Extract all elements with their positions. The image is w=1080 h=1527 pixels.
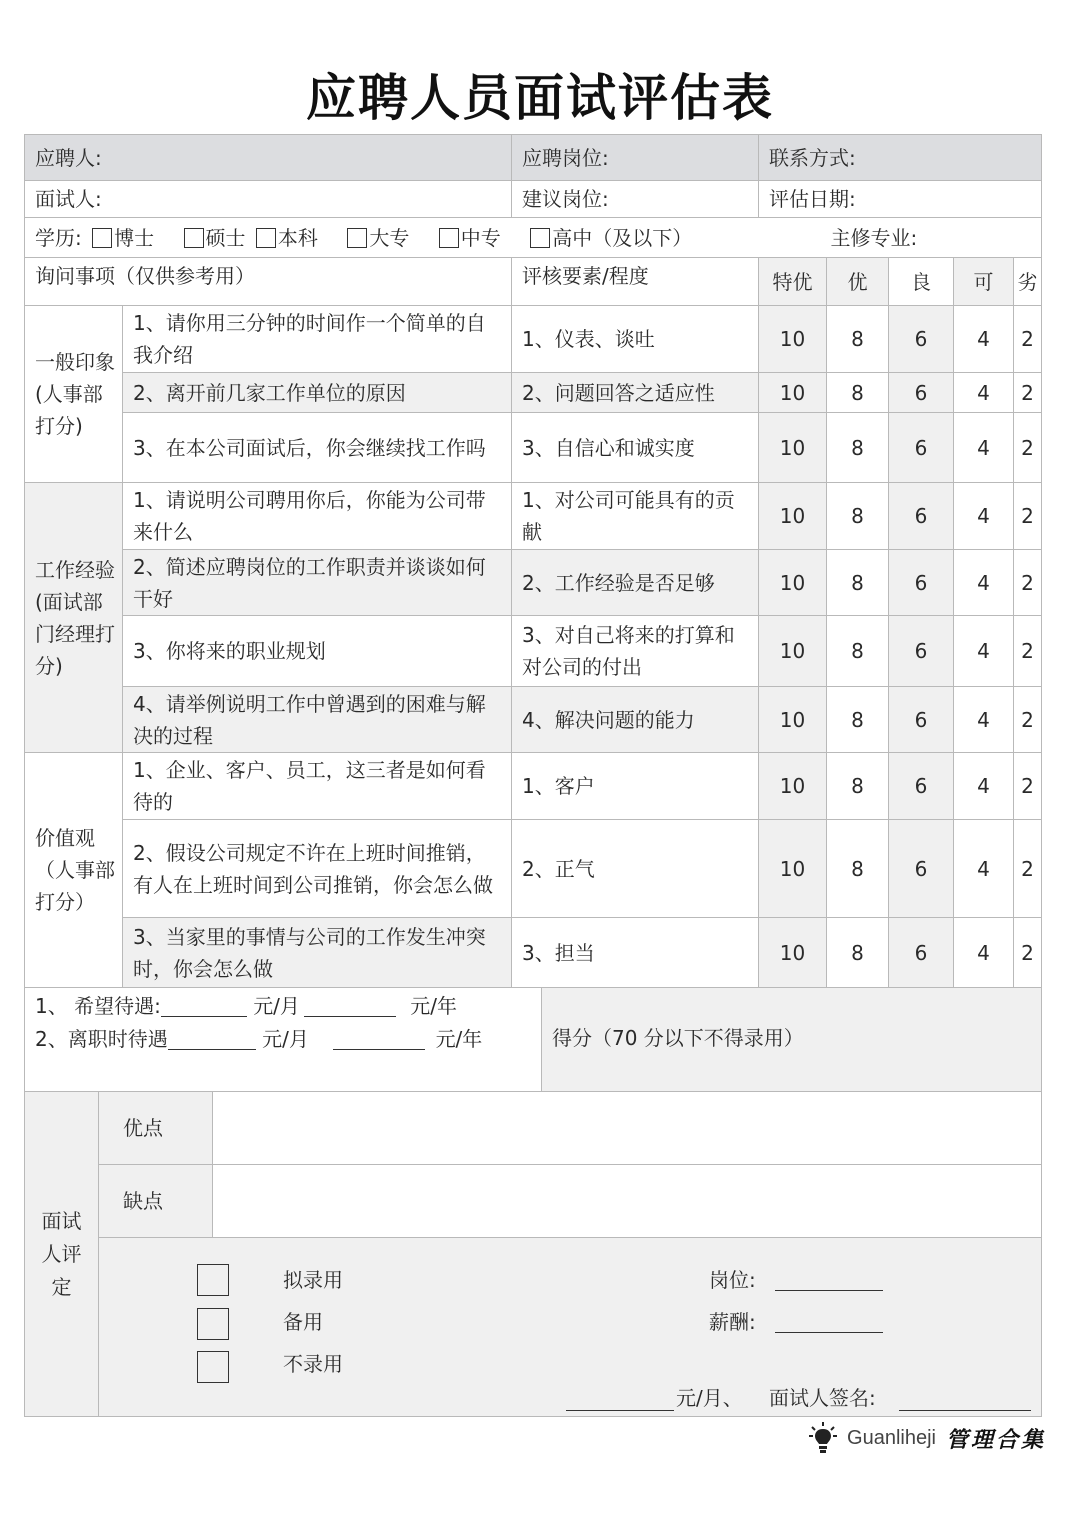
- question-cell: 1、企业、客户、员工，这三者是如何看待的: [123, 753, 512, 820]
- score-4[interactable]: 4: [954, 753, 1014, 820]
- score-note: 得分（70 分以下不得录用）: [542, 988, 1042, 1092]
- brand-english: Guanliheji: [847, 1426, 936, 1449]
- questions-header: 询问事项（仅供参考用）: [25, 258, 512, 306]
- criteria-cell: 3、对自己将来的打算和对公司的付出: [512, 616, 759, 687]
- section1-row1: [25, 306, 1042, 373]
- section3-row3: [25, 918, 1042, 988]
- education-field: [25, 218, 1042, 258]
- score-8[interactable]: 8: [827, 413, 889, 483]
- score-10[interactable]: 10: [759, 753, 827, 820]
- score-4[interactable]: 4: [954, 373, 1014, 413]
- criteria-cell: 4、解决问题的能力: [512, 687, 759, 753]
- salary-row: [25, 988, 1042, 1092]
- score-10[interactable]: 10: [759, 820, 827, 918]
- page-title: 应聘人员面试评估表: [306, 68, 774, 127]
- reserve-checkbox[interactable]: [197, 1308, 229, 1340]
- interviewer-row: [25, 181, 1042, 218]
- score-2[interactable]: 2: [1014, 550, 1042, 616]
- score-4[interactable]: 4: [954, 687, 1014, 753]
- leaving-salary-line: [35, 1023, 531, 1056]
- score-6[interactable]: 6: [889, 306, 954, 373]
- grade-header-poor: 劣: [1014, 258, 1042, 306]
- score-4[interactable]: 4: [954, 820, 1014, 918]
- grade-header-very-good: 优: [827, 258, 889, 306]
- score-4[interactable]: 4: [954, 550, 1014, 616]
- grade-header-good: 良: [889, 258, 954, 306]
- salary-cell: [25, 988, 542, 1092]
- question-cell: 3、当家里的事情与公司的工作发生冲突时，你会怎么做: [123, 918, 512, 988]
- strengths-input[interactable]: [213, 1092, 1042, 1165]
- education-option-master[interactable]: 硕士: [180, 226, 246, 250]
- strengths-row: [25, 1092, 1042, 1165]
- score-8[interactable]: 8: [827, 616, 889, 687]
- education-row: [25, 218, 1042, 258]
- score-8[interactable]: 8: [827, 820, 889, 918]
- monthly-unit: 元/月: [262, 1027, 309, 1051]
- score-2[interactable]: 2: [1014, 753, 1042, 820]
- checkbox-icon[interactable]: [439, 228, 459, 248]
- eval-date-field[interactable]: 评估日期:: [759, 181, 1042, 218]
- contact-field[interactable]: 联系方式:: [759, 135, 1042, 181]
- position-blank[interactable]: [775, 1268, 883, 1291]
- criteria-cell: 1、仪表、谈吐: [512, 306, 759, 373]
- checkbox-icon[interactable]: [256, 228, 276, 248]
- score-10[interactable]: 10: [759, 918, 827, 988]
- score-4[interactable]: 4: [954, 413, 1014, 483]
- signature-label: 面试人签名:: [769, 1386, 876, 1410]
- checkbox-icon[interactable]: [530, 228, 550, 248]
- criteria-cell: 1、对公司可能具有的贡献: [512, 483, 759, 550]
- brand-logo: [809, 1420, 1046, 1456]
- scoring-header-row: [25, 258, 1042, 306]
- score-4[interactable]: 4: [954, 616, 1014, 687]
- hire-label: 拟录用: [283, 1268, 343, 1292]
- section1-row2: [25, 373, 1042, 413]
- score-4[interactable]: 4: [954, 483, 1014, 550]
- position-label: 岗位:: [709, 1268, 756, 1292]
- criteria-cell: 2、问题回答之适应性: [512, 373, 759, 413]
- pay-blank[interactable]: [775, 1310, 883, 1333]
- checkbox-icon[interactable]: [92, 228, 112, 248]
- category-work-experience: 工作经验(面试部门经理打分): [25, 483, 123, 753]
- applicant-field[interactable]: 应聘人:: [25, 135, 512, 181]
- question-cell: 3、在本公司面试后，你会继续找工作吗: [123, 413, 512, 483]
- score-2[interactable]: 2: [1014, 483, 1042, 550]
- score-6[interactable]: 6: [889, 373, 954, 413]
- criteria-header: 评核要素/程度: [512, 258, 759, 306]
- score-8[interactable]: 8: [827, 306, 889, 373]
- grade-header-excellent: 特优: [759, 258, 827, 306]
- question-cell: 1、请说明公司聘用你后，你能为公司带来什么: [123, 483, 512, 550]
- score-2[interactable]: 2: [1014, 413, 1042, 483]
- leaving-salary-label: 2、离职时待遇: [35, 1027, 168, 1051]
- pay-label: 薪酬:: [709, 1310, 756, 1334]
- section1-row3: [25, 413, 1042, 483]
- score-6[interactable]: 6: [889, 753, 954, 820]
- evaluation-form-table: [24, 134, 1042, 1417]
- score-6[interactable]: 6: [889, 616, 954, 687]
- yearly-unit: 元/年: [435, 1027, 483, 1051]
- score-6[interactable]: 6: [889, 918, 954, 988]
- section2-row1: [25, 483, 1042, 550]
- question-cell: 4、请举例说明工作中曾遇到的困难与解决的过程: [123, 687, 512, 753]
- score-6[interactable]: 6: [889, 687, 954, 753]
- leaving-monthly-blank[interactable]: [168, 1027, 256, 1050]
- score-2[interactable]: 2: [1014, 918, 1042, 988]
- education-option-bachelor[interactable]: 本科: [252, 226, 318, 250]
- question-cell: 2、离开前几家工作单位的原因: [123, 373, 512, 413]
- score-4[interactable]: 4: [954, 306, 1014, 373]
- hire-checkbox[interactable]: [197, 1264, 229, 1296]
- section3-row1: [25, 753, 1042, 820]
- weaknesses-row: [25, 1165, 1042, 1238]
- education-label: 学历:: [35, 225, 82, 250]
- grade-header-fair: 可: [954, 258, 1014, 306]
- score-2[interactable]: 2: [1014, 306, 1042, 373]
- score-10[interactable]: 10: [759, 306, 827, 373]
- question-cell: 3、你将来的职业规划: [123, 616, 512, 687]
- education-option-highschool[interactable]: 高中（及以下）: [526, 226, 692, 250]
- checkbox-icon[interactable]: [184, 228, 204, 248]
- score-8[interactable]: 8: [827, 483, 889, 550]
- score-6[interactable]: 6: [889, 820, 954, 918]
- evaluation-label: 面试人评定: [25, 1092, 99, 1417]
- category-values: 价值观（人事部打分）: [25, 753, 123, 988]
- expected-yearly-blank[interactable]: [304, 994, 396, 1017]
- leaving-yearly-blank[interactable]: [333, 1027, 425, 1050]
- reject-label: 不录用: [283, 1352, 343, 1376]
- criteria-cell: 2、工作经验是否足够: [512, 550, 759, 616]
- section2-row2: [25, 550, 1042, 616]
- score-8[interactable]: 8: [827, 373, 889, 413]
- score-2[interactable]: 2: [1014, 687, 1042, 753]
- per-month-label: 元/月、: [676, 1386, 743, 1410]
- score-4[interactable]: 4: [954, 918, 1014, 988]
- decision-area: [99, 1238, 1042, 1417]
- position-applied-field[interactable]: 应聘岗位:: [512, 135, 759, 181]
- checkbox-icon[interactable]: [347, 228, 367, 248]
- criteria-cell: 1、客户: [512, 753, 759, 820]
- lightbulb-icon: [809, 1421, 837, 1455]
- question-cell: 2、假设公司规定不许在上班时间推销，有人在上班时间到公司推销，你会怎么做: [123, 820, 512, 918]
- signature-blank[interactable]: [899, 1388, 1031, 1411]
- criteria-cell: 3、自信心和诚实度: [512, 413, 759, 483]
- suggested-position-field[interactable]: 建议岗位:: [512, 181, 759, 218]
- reserve-label: 备用: [283, 1310, 323, 1334]
- applicant-row: [25, 135, 1042, 181]
- score-6[interactable]: 6: [889, 413, 954, 483]
- score-6[interactable]: 6: [889, 483, 954, 550]
- score-6[interactable]: 6: [889, 550, 954, 616]
- score-10[interactable]: 10: [759, 413, 827, 483]
- question-cell: 2、简述应聘岗位的工作职责并谈谈如何干好: [123, 550, 512, 616]
- education-option-college[interactable]: 大专: [343, 226, 409, 250]
- criteria-cell: 3、担当: [512, 918, 759, 988]
- section2-row3: [25, 616, 1042, 687]
- brand-chinese: 管理合集: [945, 1426, 1046, 1453]
- weaknesses-input[interactable]: [213, 1165, 1042, 1238]
- expected-salary-label: 1、 希望待遇:: [35, 994, 161, 1018]
- major-field[interactable]: 主修专业:: [830, 225, 918, 250]
- expected-monthly-blank[interactable]: [161, 994, 247, 1017]
- score-10[interactable]: 10: [759, 687, 827, 753]
- education-option-technical[interactable]: 中专: [435, 226, 501, 250]
- score-10[interactable]: 10: [759, 616, 827, 687]
- question-cell: 1、请你用三分钟的时间作一个简单的自我介绍: [123, 306, 512, 373]
- weaknesses-label: 缺点: [99, 1165, 213, 1238]
- expected-salary-line: [35, 990, 531, 1023]
- score-8[interactable]: 8: [827, 918, 889, 988]
- criteria-cell: 2、正气: [512, 820, 759, 918]
- score-2[interactable]: 2: [1014, 616, 1042, 687]
- monthly-unit: 元/月: [253, 994, 300, 1018]
- score-2[interactable]: 2: [1014, 820, 1042, 918]
- score-10[interactable]: 10: [759, 373, 827, 413]
- section2-row4: [25, 687, 1042, 753]
- yearly-unit: 元/年: [410, 994, 458, 1018]
- score-10[interactable]: 10: [759, 550, 827, 616]
- score-8[interactable]: 8: [827, 687, 889, 753]
- score-2[interactable]: 2: [1014, 373, 1042, 413]
- strengths-label: 优点: [99, 1092, 213, 1165]
- score-8[interactable]: 8: [827, 550, 889, 616]
- decision-row: [25, 1238, 1042, 1417]
- interviewer-field[interactable]: 面试人:: [25, 181, 512, 218]
- score-10[interactable]: 10: [759, 483, 827, 550]
- category-general-impression: 一般印象(人事部打分): [25, 306, 123, 483]
- score-8[interactable]: 8: [827, 753, 889, 820]
- monthly-blank[interactable]: [566, 1388, 674, 1411]
- section3-row2: [25, 820, 1042, 918]
- education-option-phd[interactable]: 博士: [88, 226, 154, 250]
- reject-checkbox[interactable]: [197, 1351, 229, 1383]
